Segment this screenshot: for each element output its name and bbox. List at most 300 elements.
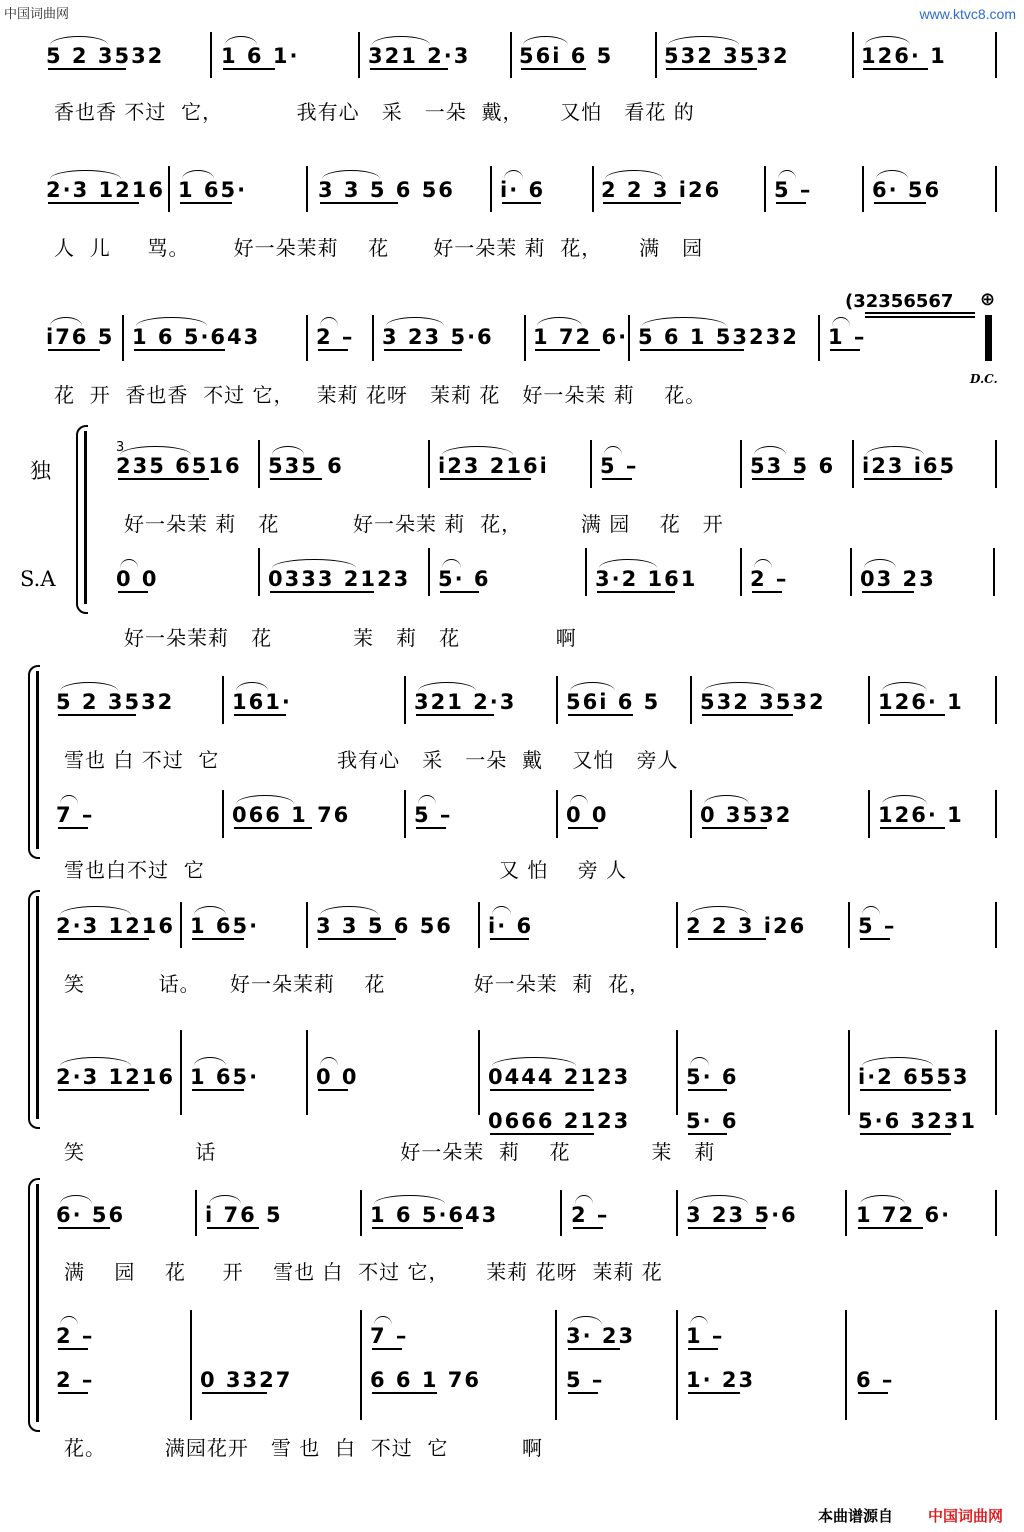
beam-line [234,714,286,716]
footer-source-name[interactable]: 中国词曲网 [928,1507,1004,1525]
slur [236,682,268,691]
beam-line [202,1392,267,1394]
slur [882,682,927,691]
barline [740,548,742,596]
beam-line [118,591,148,593]
barline [995,440,997,488]
beam-line [603,202,681,204]
beam-line [416,827,446,829]
beam-line [490,1089,594,1091]
note-group: 2·3 1216 [56,1065,175,1089]
beam-line [862,591,914,593]
slur [442,446,513,455]
barline [404,790,406,838]
beam-line [490,938,529,940]
beam-line [688,1392,740,1394]
beam-line [490,1133,594,1135]
note-group: 3 23 5·6 [686,1203,798,1227]
note-group-lower: 0666 2123 [488,1109,631,1133]
beam-line [270,478,322,480]
note-group: 2·3 1216 [46,178,165,202]
note-group: 126· 1 [861,44,947,68]
note-group: 3 3 5 6 56 [316,914,453,938]
note-group-lower: 6 6 1 76 [370,1368,481,1392]
beam-line [688,1089,727,1091]
barline [764,166,766,212]
note-group-lower: 2 – [56,1368,95,1392]
barline [995,1310,997,1420]
slur [862,1057,933,1066]
slur [754,559,772,568]
barline [676,1030,678,1115]
beam-line [223,68,275,70]
voice-label-sa: S.A [20,567,56,591]
note-group: 5 – [600,454,639,478]
note-group: 3·2 161 [595,567,698,591]
note-group: 0 3532 [700,803,793,827]
barline [993,548,995,596]
beam-line [880,827,945,829]
beam-line [234,827,312,829]
beam-line [58,1227,110,1229]
beam-line [602,478,632,480]
note-group: i23 216i [438,454,549,478]
beam-line [830,349,860,351]
note-group: 1 65· [190,914,260,938]
barline [524,315,526,361]
beam-line [118,478,209,480]
beam-line [318,349,348,351]
slur [866,446,924,455]
barline [510,32,512,78]
note-group: i23 i65 [862,454,957,478]
note-group: 235 6516 [116,454,242,478]
beam-line [858,1227,923,1229]
beam-line [568,714,633,716]
beam-line [180,202,232,204]
barline [995,1190,997,1236]
lyric-line: 满 园 花 开 雪也 白 不过 它， 茉莉 花呀 茉莉 花 [64,1260,663,1284]
slur [60,1316,78,1325]
note-group: 126· 1 [878,690,964,714]
slur [320,906,378,915]
note-group: 1 65· [178,178,248,202]
barline [556,790,558,838]
note-group: 066 1 76 [232,803,351,827]
slur [194,1057,226,1066]
slur [704,795,749,804]
note-group: 5 2 3532 [46,44,165,68]
note-group-lower: 1· 23 [686,1368,756,1392]
beam-line [880,714,945,716]
barline [478,1030,480,1115]
barline [848,902,850,948]
lyric-line: 花。 满园花开 雪 也 白 不过 它 啊 [64,1436,544,1460]
barline [555,1310,557,1420]
beam-line [688,1133,727,1135]
note-group: 2 2 3 i26 [686,914,807,938]
barline [360,1310,362,1420]
triplet-mark: 3 [116,440,126,455]
slur [120,559,138,568]
beam-line [384,349,462,351]
beam-line [58,938,149,940]
barline [180,1030,182,1115]
slur [876,170,908,179]
barline [740,440,742,488]
slur [374,1195,445,1204]
voice-label-solo: 独 [30,459,51,483]
barline [180,902,182,948]
beam-line [58,1348,88,1350]
beam-line [372,1227,463,1229]
barline [590,440,592,488]
beam-line [535,349,600,351]
slur [754,446,786,455]
barline [655,32,657,78]
note-group: 532 3532 [700,690,826,714]
slur [492,1057,576,1066]
barline [478,902,480,948]
barline [372,315,374,361]
coda-sign: ⊕ [980,289,998,310]
barline [995,32,997,78]
slur [418,682,476,691]
slur [570,682,615,691]
barline [428,440,430,488]
beam-line [320,202,398,204]
note-group: 7 – [56,803,95,827]
note-group: 56i 6 5 [519,44,614,68]
barline [995,1030,997,1115]
barline [195,1190,197,1236]
slur [418,795,436,804]
slur [882,795,927,804]
slur [50,170,121,179]
system-bracket-line [36,1184,39,1422]
beam-line [58,1392,88,1394]
beam-line [597,591,675,593]
beam-line [192,1089,244,1091]
barline [258,548,260,596]
note-group: 2·3 1216 [56,914,175,938]
beam-line [666,68,757,70]
note-group: 0 0 [566,803,609,827]
slur [320,1057,338,1066]
note-group: 532 3532 [664,44,790,68]
note-group: 321 2·3 [368,44,471,68]
beam-line [860,1133,951,1135]
barline [428,548,430,596]
dc-mark: D.C. [970,372,998,386]
lyric-line: 雪也 白 不过 它 我有心 采 一朵 戴 又怕 旁人 [64,748,679,772]
beam-line [688,1227,766,1229]
slur [537,317,582,326]
slur [442,559,461,568]
beam-line [440,591,479,593]
slur [668,36,739,45]
note-group: 5 6 1 53232 [638,325,799,349]
beam-line [865,316,975,318]
barline [190,1310,192,1420]
beam-line [752,478,804,480]
note-group: 3 23 5·6 [382,325,494,349]
final-barline [985,315,990,361]
slur [690,1316,708,1325]
slur [50,317,82,326]
barline [845,1190,847,1236]
beam-line [192,938,244,940]
beam-line [860,938,890,940]
barline [628,315,630,361]
note-group: 53 5 6 [750,454,836,478]
barline [306,902,308,948]
slur [386,317,444,326]
note-group: 1 6 5·643 [132,325,261,349]
note-group-lower: 5 – [566,1368,605,1392]
barline [995,902,997,948]
note-group: 2 – [750,567,789,591]
slur [642,317,726,326]
beam-line [440,478,531,480]
barline [210,32,212,78]
slur [60,906,131,915]
note-group: 5· 6 [686,1065,739,1089]
note-group-lower: 6 – [856,1368,895,1392]
note-group: 6· 56 [56,1203,126,1227]
beam-line [372,1348,402,1350]
note-group: 0444 2123 [488,1065,631,1089]
beam-line [58,827,88,829]
bracket-notes: (32356567 [845,291,954,312]
barline [995,676,997,724]
slur [575,1195,593,1204]
barline [676,1190,678,1236]
beam-line [874,202,926,204]
note-group: 1 – [686,1324,725,1348]
beam-line [776,202,806,204]
barline [122,315,124,361]
barline [676,902,678,948]
slur [225,36,257,45]
slur [60,1057,131,1066]
lyric-line: 笑 话 好一朵茉 莉 花 茉 莉 [64,1140,716,1164]
note-group: 0 0 [116,567,159,591]
beam-line [48,202,139,204]
beam-line [207,1227,259,1229]
slur [862,906,880,915]
footer-source-label: 本曲谱源自 [818,1507,894,1525]
slur [236,795,294,804]
lyric-line: 人 儿 骂。 好一朵茉莉 花 好一朵茉 莉 花， 满 园 [54,236,704,260]
barline [990,315,992,361]
beam-line [48,349,100,351]
barline [862,166,864,212]
beam-line [58,714,136,716]
note-group: i· 6 [500,178,546,202]
slur [778,170,796,179]
slur [182,170,214,179]
slur [492,906,511,915]
beam-line [640,349,744,351]
beam-line [134,349,225,351]
note-group: 535 6 [268,454,344,478]
slur [60,1195,92,1204]
barline [818,315,820,361]
beam-line [568,827,598,829]
barline [404,676,406,724]
beam-line [864,478,942,480]
note-group: 1 65· [190,1065,260,1089]
lyric-line: 好一朵茉 莉 花 好一朵茉 莉 花， 满 园 花 开 [124,512,724,536]
beam-line [688,1348,718,1350]
barline [852,32,854,78]
slur [272,559,356,568]
slur [599,559,657,568]
beam-line [318,938,396,940]
barline [222,676,224,724]
barline [845,1310,847,1420]
note-group: 5· 6 [438,567,491,591]
barline [585,548,587,596]
beam-line [688,938,766,940]
beam-line [752,591,782,593]
beam-line [416,714,494,716]
beam-line [568,1348,620,1350]
beam-line [863,68,928,70]
barline [358,32,360,78]
note-group-lower: 5·6 3231 [858,1109,977,1133]
barline [168,166,170,212]
lyric-line: 好一朵茉莉 花 茉 莉 花 啊 [124,626,577,650]
lyric-line: 笑 话。 好一朵茉莉 花 好一朵茉 莉 花， [64,972,651,996]
barline [306,315,308,361]
note-group: 5 – [414,803,453,827]
beam-line [568,1392,598,1394]
note-group: 2 – [571,1203,610,1227]
slur [372,36,430,45]
barline [560,1190,562,1236]
barline [868,790,870,838]
note-group: 5 2 3532 [56,690,175,714]
barline [995,790,997,838]
beam-line [48,68,126,70]
system-bracket-line [36,671,39,849]
beam-line [318,1089,348,1091]
note-group: 5 – [774,178,813,202]
system-bracket-line [36,896,39,1119]
note-group: 3· 23 [566,1324,636,1348]
slur [504,170,523,179]
note-group: 2 – [316,325,355,349]
lyric-line: 香也香 不过 它， 我有心 采 一朵 戴， 又怕 看花 的 [54,100,695,124]
note-group: 3 3 5 6 56 [318,178,455,202]
note-group: i76 5 [46,325,115,349]
lyric-line: 花 开 香也香 不过 它， 茉莉 花呀 茉莉 花 好一朵茉 莉 花。 [54,383,707,407]
barline [306,1030,308,1115]
slur [194,906,226,915]
beam-line [270,591,374,593]
barline [222,790,224,838]
barline [676,1310,678,1420]
note-group: 2 – [56,1324,95,1348]
slur [864,559,896,568]
barline [592,166,594,212]
note-group: 6· 56 [872,178,942,202]
lyric-line: 雪也白不过 它 又 怕 旁 人 [64,858,628,882]
barline [848,1030,850,1115]
slur [322,170,380,179]
slur [374,1316,392,1325]
note-group: 1 – [828,325,867,349]
note-group-lower: 0 3327 [200,1368,293,1392]
barline [306,166,308,212]
note-group: 1 6 5·643 [370,1203,499,1227]
watermark-right[interactable]: www.ktvc8.com [919,6,1016,22]
slur [209,1195,241,1204]
barline [490,166,492,212]
barline [556,676,558,724]
slur [832,317,850,326]
slur [50,36,108,45]
beam-line [372,1392,437,1394]
beam-line [702,714,793,716]
note-group: i 76 5 [205,1203,283,1227]
watermark-left: 中国词曲网 [4,7,70,22]
slur [570,1316,602,1325]
note-group: 0 0 [316,1065,359,1089]
note-group: 5 – [858,914,897,938]
slur [272,446,304,455]
slur [690,906,748,915]
note-group: i· 6 [488,914,534,938]
note-group: 161· [232,690,292,714]
note-group: 56i 6 5 [566,690,661,714]
barline [690,790,692,838]
system-bracket-line [84,431,87,604]
slur [60,682,118,691]
note-group: 126· 1 [878,803,964,827]
beam-line [860,1089,951,1091]
note-group: 7 – [370,1324,409,1348]
barline [690,676,692,724]
slur [120,446,191,455]
note-group: i·2 6553 [858,1065,970,1089]
note-group: 321 2·3 [414,690,517,714]
beam-line [573,1227,603,1229]
slur [690,1195,748,1204]
slur [690,1057,709,1066]
note-group: 1 6 1· [221,44,300,68]
note-group: 03 23 [860,567,936,591]
note-group: 1 72 6· [856,1203,952,1227]
slur [865,36,910,45]
slur [136,317,207,326]
beam-line [521,68,586,70]
note-group: 1 72 6· [533,325,629,349]
barline [360,1190,362,1236]
slur [523,36,568,45]
slur [320,317,338,326]
beam-line [858,1392,888,1394]
beam-line [370,68,448,70]
barline [852,440,854,488]
barline [868,676,870,724]
slur [570,795,588,804]
barline [995,166,997,212]
slur [605,170,663,179]
slur [704,682,775,691]
